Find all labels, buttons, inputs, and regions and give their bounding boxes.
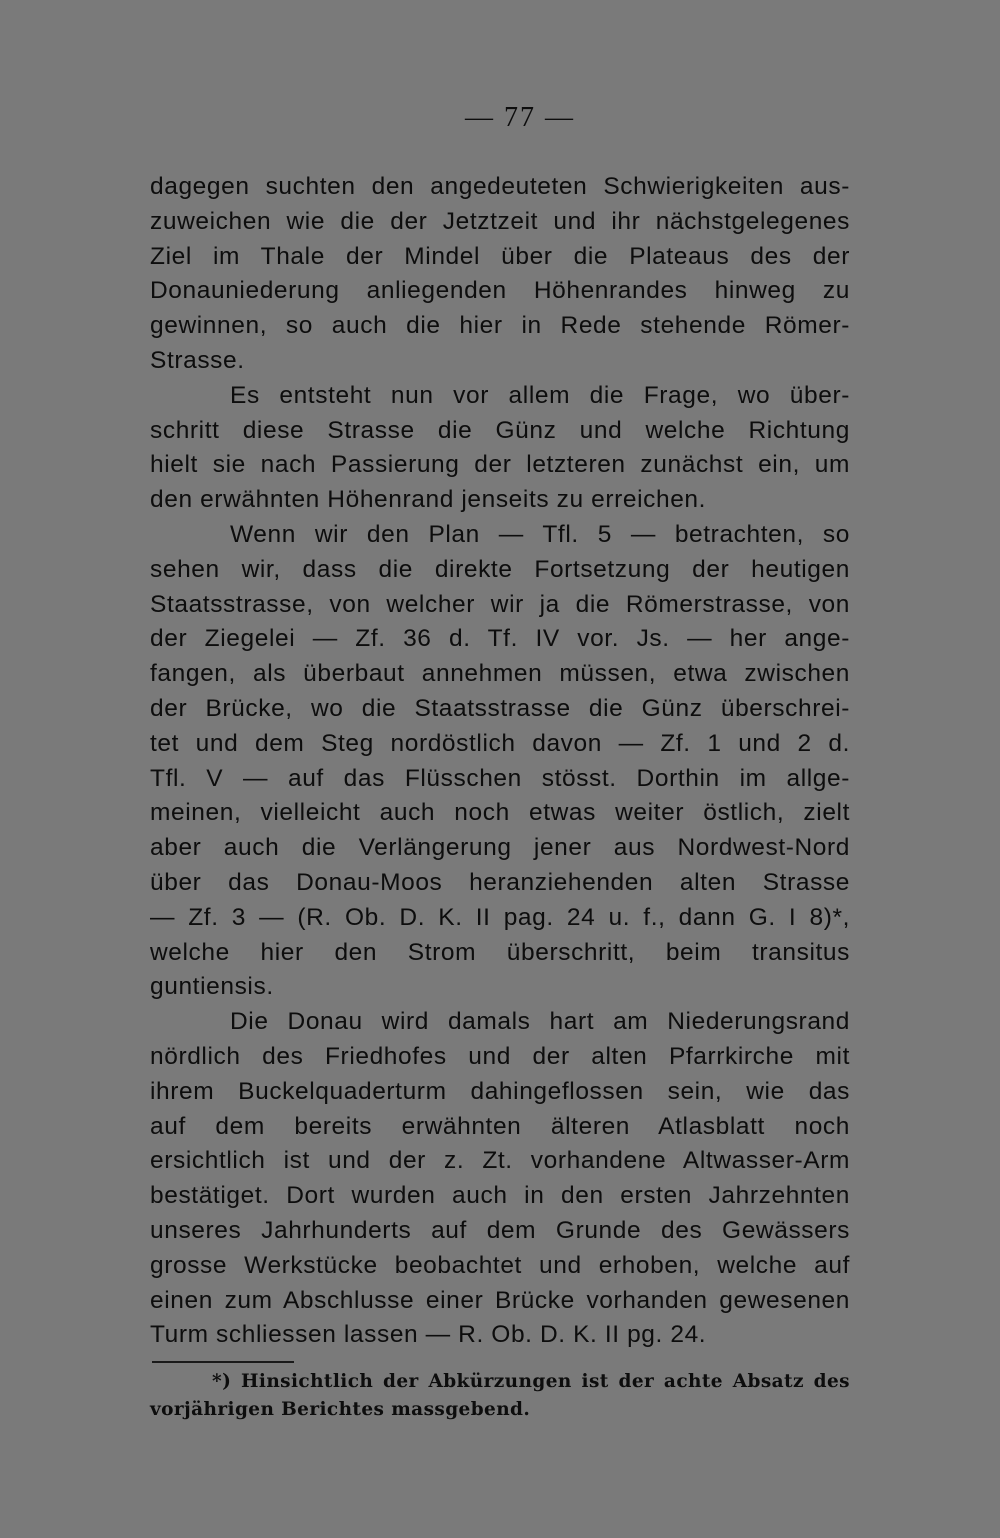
text-line: ersichtlich ist und der z. Zt. vorhandene Altwasser-Arm: [150, 1147, 850, 1175]
page-number: — 77 —: [465, 102, 575, 133]
text-line: bestätiget. Dort wurden auch in den ersten Jahrzehnten: [150, 1182, 850, 1210]
text-line: gewinnen, so auch die hier in Rede stehende Römer-: [150, 312, 850, 340]
text-line: aber auch die Verlängerung jener aus Nordwest-Nord: [150, 834, 850, 862]
text-line: Turm schliessen lassen — R. Ob. D. K. II pg. 24.: [150, 1321, 707, 1349]
text-line: ihrem Buckelquaderturm dahingeflossen sein, wie das: [150, 1077, 850, 1105]
text-line: schritt diese Strasse die Günz und welche Richtung: [150, 416, 850, 444]
text-line: grosse Werkstücke beobachtet und erhoben, welche auf: [150, 1251, 850, 1279]
text-line: Staatsstrasse, von welcher wir ja die Römerstrasse, von: [150, 590, 850, 618]
text-line: der Ziegelei — Zf. 36 d. Tf. IV vor. Js. — her ange-: [150, 625, 850, 653]
text-line: hielt sie nach Passierung der letzteren zunächst ein, um: [150, 451, 850, 479]
text-line: meinen, vielleicht auch noch etwas weiter östlich, zielt: [150, 799, 850, 827]
text-line: Ziel im Thale der Mindel über die Plateaus des der: [150, 242, 850, 270]
text-line: Tfl. V — auf das Flüsschen stösst. Dorthin im allge-: [150, 764, 850, 792]
footnote: [150, 1368, 850, 1424]
text-line: welche hier den Strom überschritt, beim transitus: [150, 938, 850, 966]
text-line: Die Donau wird damals hart am Niederungsrand: [230, 1008, 850, 1036]
text-line: nördlich des Friedhofes und der alten Pfarrkirche mit: [150, 1042, 850, 1070]
text-line: Donauniederung anliegenden Höhenrandes hinweg zu: [150, 277, 850, 305]
text-line: guntiensis.: [150, 973, 274, 1001]
text-line: tet und dem Steg nordöstlich davon — Zf. 1 und 2 d.: [150, 729, 850, 757]
body-text: [150, 170, 850, 1353]
text-line: über das Donau-Moos heranziehenden alten Strasse: [150, 868, 850, 896]
text-line: unseres Jahrhunderts auf dem Grunde des Gewässers: [150, 1216, 850, 1244]
text-line: den erwähnten Höhenrand jenseits zu erreichen.: [150, 486, 707, 514]
text-line: zuweichen wie die der Jetztzeit und ihr nächstgelegenes: [150, 207, 850, 235]
text-line: Strasse.: [150, 346, 245, 374]
footnote-line: vorjährigen Berichtes massgebend.: [150, 1399, 531, 1420]
text-line: der Brücke, wo die Staatsstrasse die Günz überschrei-: [150, 694, 850, 722]
text-line: sehen wir, dass die direkte Fortsetzung der heutigen: [150, 555, 850, 583]
text-line: Wenn wir den Plan — Tfl. 5 — betrachten, so: [230, 520, 850, 548]
text-line: fangen, als überbaut annehmen müssen, etwa zwischen: [150, 660, 850, 688]
footnote-line: *) Hinsichtlich der Abkürzungen ist der achte Absatz des: [212, 1371, 850, 1392]
text-line: einen zum Abschlusse einer Brücke vorhanden gewesenen: [150, 1286, 850, 1314]
text-line: auf dem bereits erwähnten älteren Atlasblatt noch: [150, 1112, 850, 1140]
text-line: Es entsteht nun vor allem die Frage, wo über-: [230, 381, 850, 409]
text-line: — Zf. 3 — (R. Ob. D. K. II pag. 24 u. f., dann G. I 8)*,: [150, 903, 850, 931]
text-line: dagegen suchten den angedeuteten Schwierigkeiten aus-: [150, 173, 850, 200]
footnote-divider: [152, 1361, 294, 1363]
